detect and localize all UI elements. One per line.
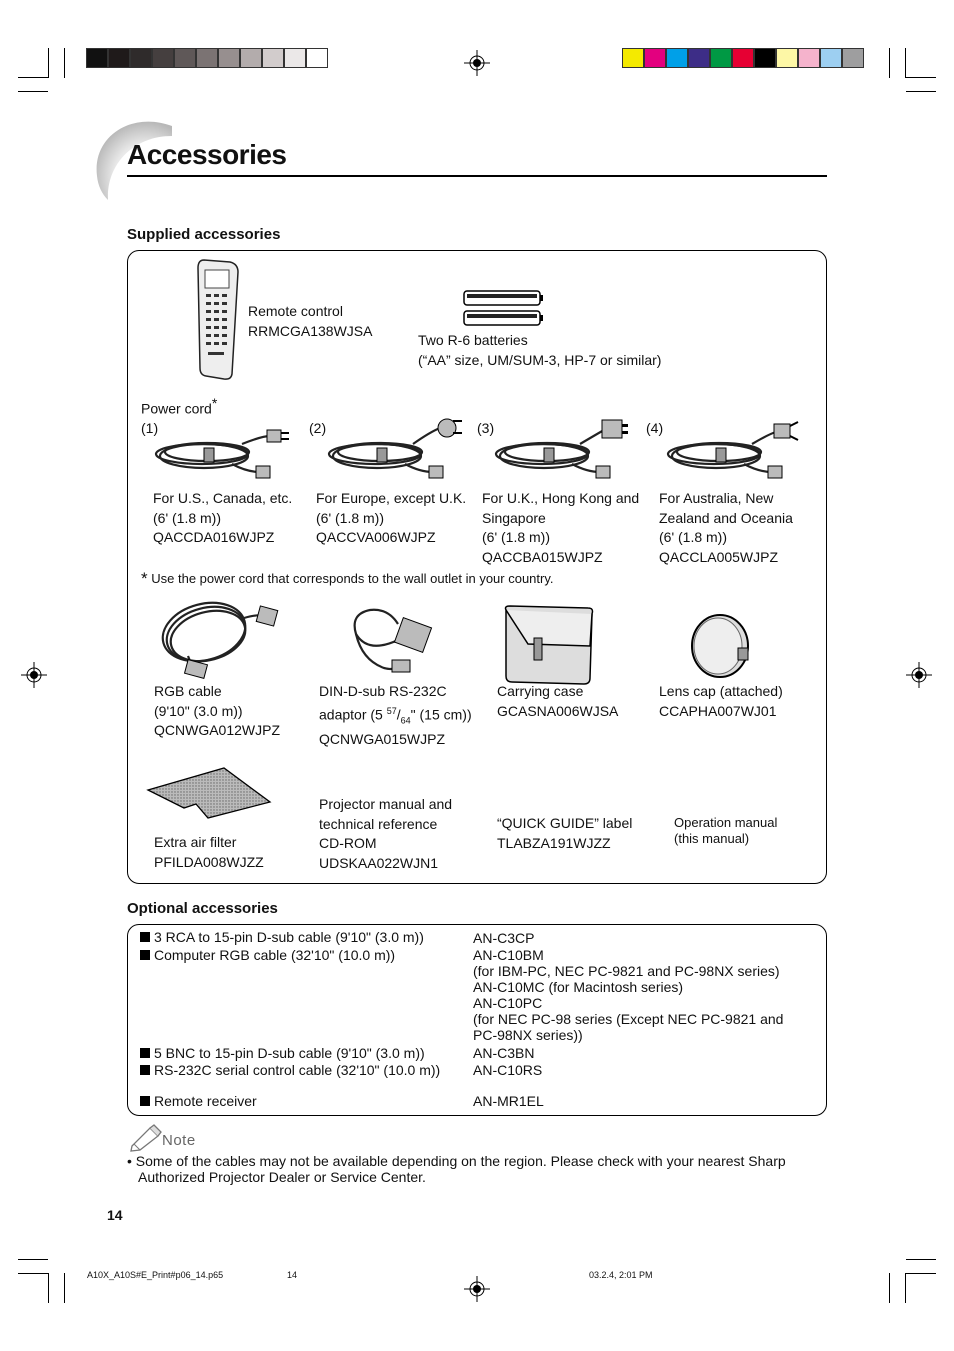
color-swatch [688,48,710,68]
note-text: • Some of the cables may not be available depending on the region. Please check with your nearest Sharp Authorized Projector Dealer or Service Center. [127,1153,786,1185]
rgb-cable-image [158,598,283,680]
optional-code-rca-cable: AN-C3CP [473,930,535,946]
operation-manual-label: Operation manual (this manual) [674,815,778,846]
lens-cap-label: Lens cap (attached) CCAPHA007WJ01 [659,683,783,719]
page-number: 14 [107,1207,123,1223]
optional-code-serial-cable: AN-C10RS [473,1062,543,1078]
optional-code-remote-receiver: AN-MR1EL [473,1093,544,1109]
air-filter-image [144,764,274,822]
cord-2-number: (2) [309,420,327,436]
carrying-case-label: Carrying case GCASNA006WJSA [497,683,619,719]
remote-control-image [196,256,242,382]
power-cord-3-image [492,418,632,484]
note-label: Note [162,1132,196,1149]
lens-cap-image [686,610,756,682]
cord-1-number: (1) [141,420,159,436]
color-swatch [240,48,262,68]
optional-item-remote-receiver: Remote receiver [140,1093,257,1109]
registration-target-icon [21,662,47,688]
carrying-case-image [498,602,598,686]
remote-control-label: Remote control RRMCGA138WJSA [248,303,373,339]
cord-4-number: (4) [646,420,664,436]
optional-code-rgb-cable: AN-C10BM (for IBM-PC, NEC PC-9821 and PC-98NX series) AN-C10MC (for Macintosh series) AN-C10PC (for NEC PC-98 series (Except NEC PC-9821 and PC-98NX series)) [473,947,784,1043]
registration-target-icon [464,50,490,76]
cord-3-number: (3) [477,420,495,436]
optional-heading: Optional accessories [127,900,278,917]
power-cord-1-image [152,424,292,486]
registration-target-icon [464,1276,490,1302]
supplied-heading: Supplied accessories [127,226,281,243]
batteries-label: Two R-6 batteries (“AA” size, UM/SUM-3, HP-7 or similar) [418,332,662,368]
cord-4-text: For Australia, New Zealand and Oceania (6' (1.8 m)) QACCLA005WJPZ [659,490,793,565]
footer-date: 03.2.4, 2:01 PM [589,1270,653,1280]
color-swatch [262,48,284,68]
color-swatch [732,48,754,68]
color-swatch [284,48,306,68]
color-swatch [622,48,644,68]
color-swatch [710,48,732,68]
optional-item-rca-cable: 3 RCA to 15-pin D-sub cable (9'10" (3.0 m)) [140,929,424,945]
pencil-note-icon [128,1124,162,1152]
optional-item-rgb-cable: Computer RGB cable (32'10" (10.0 m)) [140,947,395,963]
cord-2-text: For Europe, except U.K. (6' (1.8 m)) QACCVA006WJPZ [316,490,467,545]
color-swatch [218,48,240,68]
color-swatch [152,48,174,68]
footer-page: 14 [287,1270,298,1280]
optional-item-serial-cable: RS-232C serial control cable (32'10" (10.0 m)) [140,1062,440,1078]
color-swatch [196,48,218,68]
rgb-cable-label: RGB cable (9'10" (3.0 m)) QCNWGA012WJPZ [154,683,281,738]
color-swatch [644,48,666,68]
footer-filename: A10X_A10S#E_Print#p06_14.p65 [87,1270,224,1280]
title-rule [127,175,827,177]
power-cord-4-image [664,418,804,484]
color-swatch [108,48,130,68]
optional-code-bnc-cable: AN-C3BN [473,1045,535,1061]
color-swatch [842,48,864,68]
color-swatch [820,48,842,68]
color-swatch [776,48,798,68]
optional-item-bnc-cable: 5 BNC to 15-pin D-sub cable (9'10" (3.0 m)) [140,1045,425,1061]
color-swatch [130,48,152,68]
page-title: Accessories [127,139,287,170]
color-swatch [174,48,196,68]
din-adaptor-label: DIN-D-sub RS-232C adaptor (5 $^{57}/_{64}$" (15 cm)) QCNWGA015WJPZ [319,683,472,748]
cdrom-label: Projector manual and technical reference CD-ROM UDSKAA022WJN1 [319,796,453,871]
color-swatch [306,48,328,68]
color-swatch [754,48,776,68]
cord-1-text: For U.S., Canada, etc. (6' (1.8 m)) QACCDA016WJPZ [153,490,293,545]
color-swatch [666,48,688,68]
power-cord-label: Power cord* [141,395,218,417]
quick-guide-label: “QUICK GUIDE” label TLABZA191WJZZ [497,815,633,851]
power-cord-footnote: * Use the power cord that corresponds to the wall outlet in your country. [141,569,554,588]
power-cord-2-image [325,418,465,484]
batteries-image [462,288,544,330]
din-adaptor-image [348,604,438,676]
cord-3-text: For U.K., Hong Kong and Singapore (6' (1.8 m)) QACCBA015WJPZ [482,490,640,565]
registration-target-icon [906,662,932,688]
color-swatch [86,48,108,68]
air-filter-label: Extra air filter PFILDA008WJZZ [154,834,264,870]
color-swatch [798,48,820,68]
